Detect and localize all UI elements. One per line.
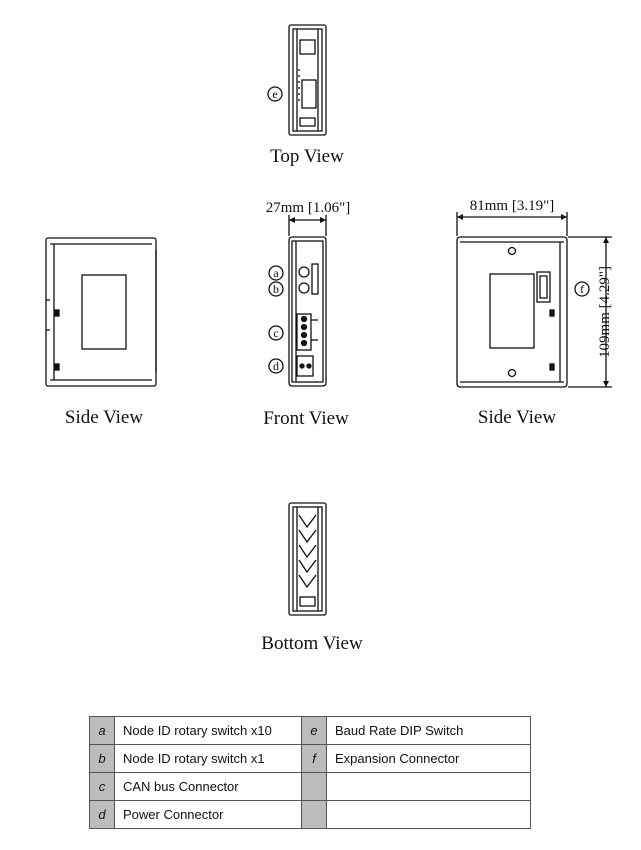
bottom-view-label: Bottom View [261, 633, 363, 654]
legend-label [327, 773, 531, 801]
height-dimension-label: 109mm [4.29"] [597, 266, 613, 358]
depth-dimension-label: 81mm [3.19"] [469, 198, 555, 214]
legend-key: c [90, 773, 115, 801]
legend-key: d [90, 801, 115, 829]
legend-key: f [302, 745, 327, 773]
legend-label: CAN bus Connector [115, 773, 302, 801]
legend-table [89, 716, 531, 829]
bottom-view-drawing [289, 503, 326, 615]
legend-key: e [302, 717, 327, 745]
legend-label: Baud Rate DIP Switch [327, 717, 531, 745]
legend-key [302, 773, 327, 801]
legend-key: b [90, 745, 115, 773]
legend-label: Node ID rotary switch x1 [115, 745, 302, 773]
legend-row [90, 801, 531, 829]
callout-e: e [272, 87, 278, 101]
side-view-left-label: Side View [64, 407, 144, 428]
callout-f: f [580, 282, 584, 296]
legend-row [90, 717, 531, 745]
side-view-left-drawing [46, 238, 156, 386]
legend-key [302, 801, 327, 829]
legend-label: Node ID rotary switch x10 [115, 717, 302, 745]
side-view-right-label: Side View [477, 407, 557, 428]
legend-row [90, 773, 531, 801]
legend-label [327, 801, 531, 829]
top-view-drawing [268, 25, 326, 135]
side-view-right-drawing [457, 212, 612, 387]
callout-a: a [273, 266, 279, 280]
callout-d: d [273, 359, 279, 373]
top-view-label: Top View [270, 146, 344, 167]
legend-key: a [90, 717, 115, 745]
legend-label: Power Connector [115, 801, 302, 829]
front-view-label: Front View [263, 408, 349, 429]
callout-c: c [273, 326, 279, 340]
callout-b: b [273, 282, 279, 296]
legend-label: Expansion Connector [327, 745, 531, 773]
width-dimension-label: 27mm [1.06"] [265, 200, 351, 216]
legend-row [90, 745, 531, 773]
